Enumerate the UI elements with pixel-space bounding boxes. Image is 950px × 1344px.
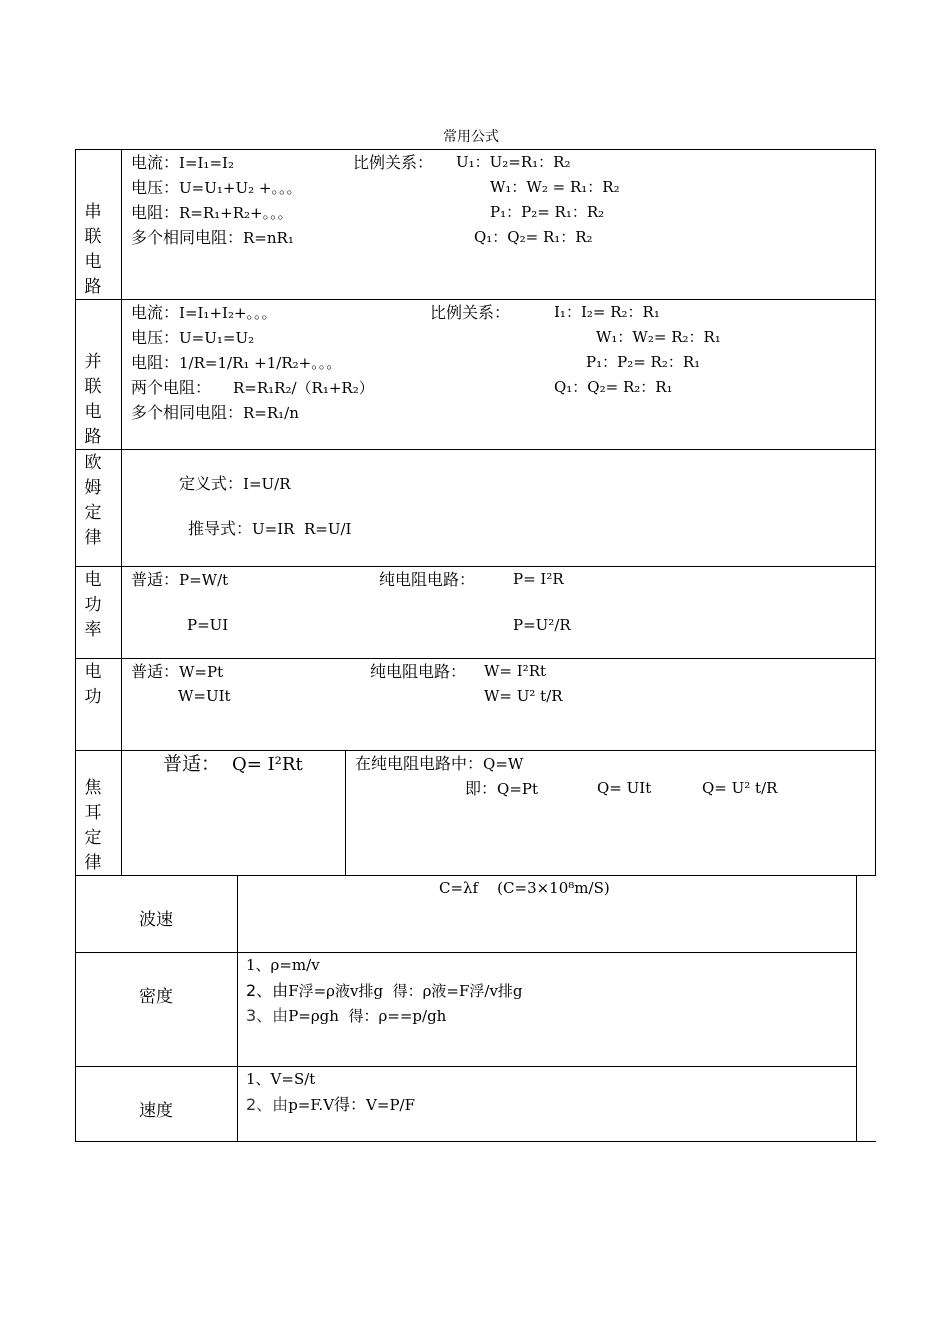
speed-formula-2: p=F.V: [288, 1096, 335, 1114]
joule-pure-label: 在纯电阻电路中：: [355, 754, 484, 773]
label-char: 电: [84, 570, 102, 590]
wave-speed-label: 波速: [139, 910, 173, 930]
density-formula-1: 1、ρ=m/v: [246, 956, 320, 974]
page-title: 常用公式: [443, 129, 499, 145]
ohm-law-label: [82, 451, 104, 551]
parallel-ratio-q: Q₁：Q₂= R₂：R₁: [554, 378, 673, 396]
power-general-line: [131, 572, 228, 588]
wave-speed-formula: C=λf (C=3×10⁸m/S): [439, 879, 610, 897]
joule-general-label: 普适：: [163, 753, 221, 775]
parallel-same-label: 多个相同电阻：: [131, 403, 244, 422]
parallel-two-formula: R=R₁R₂/（R₁+R₂）: [233, 379, 374, 397]
series-voltage-formula: U=U₁+U₂ +。。。: [179, 179, 302, 197]
label-char: 欧: [84, 453, 102, 473]
series-ratio-label: 比例关系：: [353, 153, 434, 172]
joule-ie-formula-2: Q= UIt: [597, 779, 652, 797]
power-pure-formula-1: P= I²R: [513, 570, 564, 588]
lower-label-column-divider: [237, 875, 238, 1142]
density-line3-prefix: 3、由: [246, 1006, 289, 1025]
series-same-line: [131, 230, 294, 246]
work-pure-formula-2: W= U² t/R: [484, 687, 563, 705]
work-general-formula-1: W=Pt: [179, 663, 224, 681]
series-resistance-label: 电阻：: [131, 203, 180, 222]
parallel-same-line: [131, 405, 299, 421]
ohm-definition-line: [179, 476, 291, 492]
row-divider: [75, 875, 876, 876]
speed-label: 速度: [139, 1101, 173, 1121]
ohm-derived-label: 推导式：: [188, 519, 253, 538]
parallel-ratio-w: W₁：W₂= R₂：R₁: [596, 328, 721, 346]
row-divider: [75, 566, 876, 567]
series-same-formula: R=nR₁: [243, 229, 294, 247]
work-general-formula-2: W=UIt: [178, 687, 231, 705]
label-char: 电: [84, 402, 102, 422]
label-char: 电: [84, 252, 102, 272]
joule-law-label: [82, 776, 104, 876]
speed-formula-1: 1、V=S/t: [246, 1070, 316, 1088]
density-formula-2: F浮=ρ液v排g 得：ρ液=F浮/v排g: [288, 982, 523, 1000]
density-formula-3: P=ρgh 得：ρ==p/gh: [288, 1007, 447, 1025]
label-column-divider: [121, 149, 122, 875]
table-border-right: [875, 149, 876, 875]
label-char: 定: [84, 828, 102, 848]
label-char: 焦: [84, 778, 102, 798]
label-char: 耳: [84, 803, 102, 823]
label-char: 功: [84, 595, 102, 615]
ohm-definition-label: 定义式：: [179, 474, 244, 493]
work-general-line: [131, 664, 223, 680]
row-divider: [75, 449, 876, 450]
series-circuit-label: [82, 200, 104, 300]
label-char: 律: [84, 528, 102, 548]
parallel-voltage-formula: U=U₁=U₂: [179, 329, 255, 347]
series-ratio-u: U₁：U₂=R₁：R₂: [456, 153, 571, 171]
series-same-label: 多个相同电阻：: [131, 228, 244, 247]
joule-ie-label: 即：: [465, 779, 498, 798]
density-line2-prefix: 2、由: [246, 981, 289, 1000]
label-char: 律: [84, 853, 102, 873]
series-voltage-line: [131, 180, 301, 196]
series-current-formula: I=I₁=I₂: [179, 154, 234, 172]
table-border-top: [75, 149, 876, 150]
joule-general-formula: Q= I²Rt: [232, 754, 303, 775]
parallel-resistance-line: [131, 355, 341, 371]
work-pure-label: 纯电阻电路：: [370, 662, 467, 681]
parallel-current-label: 电流：: [131, 303, 180, 322]
density-label: 密度: [139, 987, 173, 1007]
joule-ie-formula-1: Q=Pt: [497, 780, 539, 798]
series-ratio-w: W₁：W₂ = R₁：R₂: [490, 178, 620, 196]
electric-work-label: [82, 660, 104, 710]
joule-pure-formula: Q=W: [483, 755, 524, 773]
label-char: 路: [84, 277, 102, 297]
label-char: 联: [84, 377, 102, 397]
joule-pure-line: [355, 756, 523, 772]
label-char: 串: [84, 202, 102, 222]
label-char: 路: [84, 427, 102, 447]
power-general-label: 普适：: [131, 570, 180, 589]
series-resistance-formula: R=R₁+R₂+。。。: [179, 204, 293, 222]
electric-power-label: [82, 568, 104, 643]
ohm-derived-line: [188, 521, 351, 537]
parallel-ratio-p: P₁：P₂= R₂：R₁: [586, 353, 701, 371]
label-char: 电: [84, 662, 102, 682]
label-char: 定: [84, 503, 102, 523]
label-char: 姆: [84, 478, 102, 498]
density-line-3: [246, 1008, 446, 1024]
power-general-formula-1: P=W/t: [179, 571, 229, 589]
table-border-bottom: [75, 1141, 876, 1142]
speed-line2-prefix: 2、由: [246, 1095, 289, 1114]
label-char: 联: [84, 227, 102, 247]
lower-table-border-right: [856, 875, 857, 1142]
parallel-two-line: [131, 380, 374, 396]
parallel-current-line: [131, 305, 277, 321]
series-resistance-line: [131, 205, 293, 221]
row-divider: [75, 299, 876, 300]
row-divider: [75, 658, 876, 659]
series-ratio-p: P₁：P₂= R₁：R₂: [490, 203, 605, 221]
label-char: 率: [84, 620, 102, 640]
joule-cell-divider: [345, 750, 346, 875]
density-line-2: [246, 983, 523, 999]
series-current-line: [131, 155, 234, 171]
joule-ie-formula-3: Q= U² t/R: [702, 779, 778, 797]
joule-general-line: [163, 755, 303, 774]
speed-line-2: [246, 1097, 415, 1113]
parallel-ratio-label: 比例关系：: [430, 303, 511, 322]
speed-formula-2-result: V=P/F: [366, 1096, 416, 1114]
parallel-voltage-line: [131, 330, 254, 346]
power-pure-label: 纯电阻电路：: [379, 570, 476, 589]
series-ratio-q: Q₁：Q₂= R₁：R₂: [474, 228, 593, 246]
row-divider: [75, 952, 856, 953]
parallel-voltage-label: 电压：: [131, 328, 180, 347]
parallel-current-formula: I=I₁+I₂+。。。: [179, 304, 277, 322]
parallel-resistance-formula: 1/R=1/R₁ +1/R₂+。。。: [179, 354, 342, 372]
label-char: 并: [84, 352, 102, 372]
power-pure-formula-2: P=U²/R: [513, 616, 571, 634]
label-char: 功: [84, 687, 102, 707]
parallel-ratio-i: I₁：I₂= R₂：R₁: [554, 303, 660, 321]
series-current-label: 电流：: [131, 153, 180, 172]
ohm-definition-formula: I=U/R: [243, 475, 291, 493]
speed-line2-mid: 得：: [334, 1095, 367, 1114]
row-divider: [75, 750, 876, 751]
parallel-same-formula: R=R₁/n: [243, 404, 299, 422]
row-divider: [75, 1066, 856, 1067]
ohm-derived-formula: U=IR R=U/I: [252, 520, 352, 538]
power-general-formula-2: P=UI: [187, 616, 229, 634]
work-general-label: 普适：: [131, 662, 180, 681]
parallel-circuit-label: [82, 350, 104, 450]
parallel-two-label: 两个电阻：: [131, 378, 212, 397]
joule-ie-line: [465, 781, 538, 797]
work-pure-formula-1: W= I²Rt: [484, 662, 547, 680]
parallel-resistance-label: 电阻：: [131, 353, 180, 372]
series-voltage-label: 电压：: [131, 178, 180, 197]
